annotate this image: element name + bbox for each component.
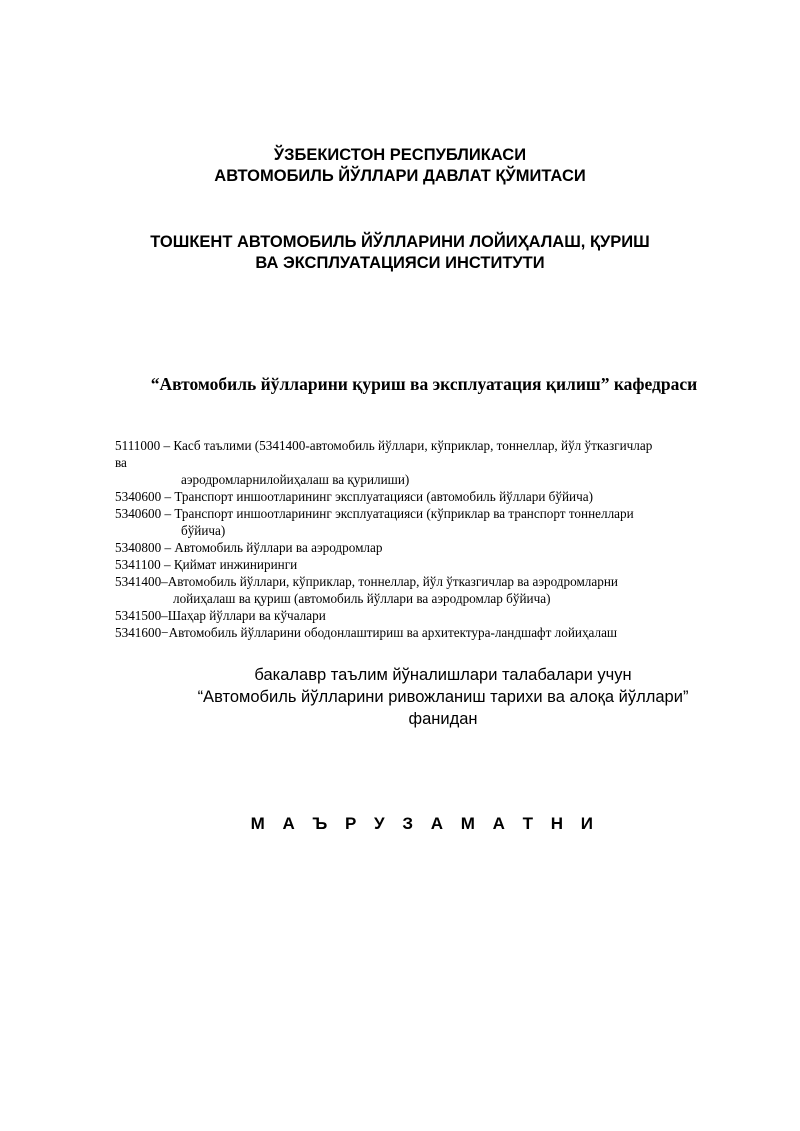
institute-line-2: ВА ЭКСПЛУАТАЦИЯСИ ИНСТИТУТИ	[255, 254, 545, 272]
program-item-continued: бўйича)	[181, 523, 226, 538]
country-line: ЎЗБЕКИСТОН РЕСПУБЛИКАСИ	[273, 146, 527, 164]
program-item: 5341100 – Қиймат инжиниринги	[115, 557, 298, 572]
program-item: 5341400–Автомобиль йўллари, кўприклар, тоннеллар, йўл ўтказгичлар ва аэродромларни	[115, 574, 618, 589]
ministry-heading	[0, 145, 800, 187]
program-list	[115, 437, 745, 641]
program-item-continued: аэродромларнилойиҳалаш ва қурилиши)	[181, 472, 410, 487]
course-title: “Автомобиль йўлларини ривожланиш тарихи ва алоқа йўллари”	[197, 688, 689, 706]
audience-line: бакалавр таълим йўналишлари талабалари учун	[254, 666, 632, 684]
document-type: М А Ъ Р У З А М А Т Н И	[250, 814, 600, 833]
program-item: 5340800 – Автомобиль йўллари ва аэродромлар	[115, 540, 383, 555]
subject-block	[0, 664, 800, 730]
program-item: 5340600 – Транспорт иншоотларининг эксплуатацияси (кўприклар ва транспорт тоннеллари	[115, 506, 634, 521]
program-item: 5341500–Шаҳар йўллари ва кўчалари	[115, 608, 326, 623]
course-suffix: фанидан	[408, 710, 478, 728]
program-item-continued: лойиҳалаш ва қуриш (автомобиль йўллари ва аэродромлар бўйича)	[173, 591, 551, 606]
program-item-continued: ва	[115, 455, 127, 470]
program-item: 5340600 – Транспорт иншоотларининг эксплуатацияси (автомобиль йўллари бўйича)	[115, 489, 593, 504]
program-item: 5111000 – Касб таълими (5341400-автомобиль йўллари, кўприклар, тоннеллар, йўл ўтказгичлар	[115, 438, 653, 453]
institute-heading	[0, 232, 800, 274]
department-title: “Автомобиль йўлларини қуриш ва эксплуатация қилиш” кафедраси	[150, 374, 698, 394]
committee-line: АВТОМОБИЛЬ ЙЎЛЛАРИ ДАВЛАТ ҚЎМИТАСИ	[214, 167, 586, 185]
program-item: 5341600−Автомобиль йўлларини ободонлаштириш ва архитектура-ландшафт лойиҳалаш	[115, 625, 618, 640]
institute-line-1: ТОШКЕНТ АВТОМОБИЛЬ ЙЎЛЛАРИНИ ЛОЙИҲАЛАШ, ҚУРИШ	[150, 233, 650, 251]
